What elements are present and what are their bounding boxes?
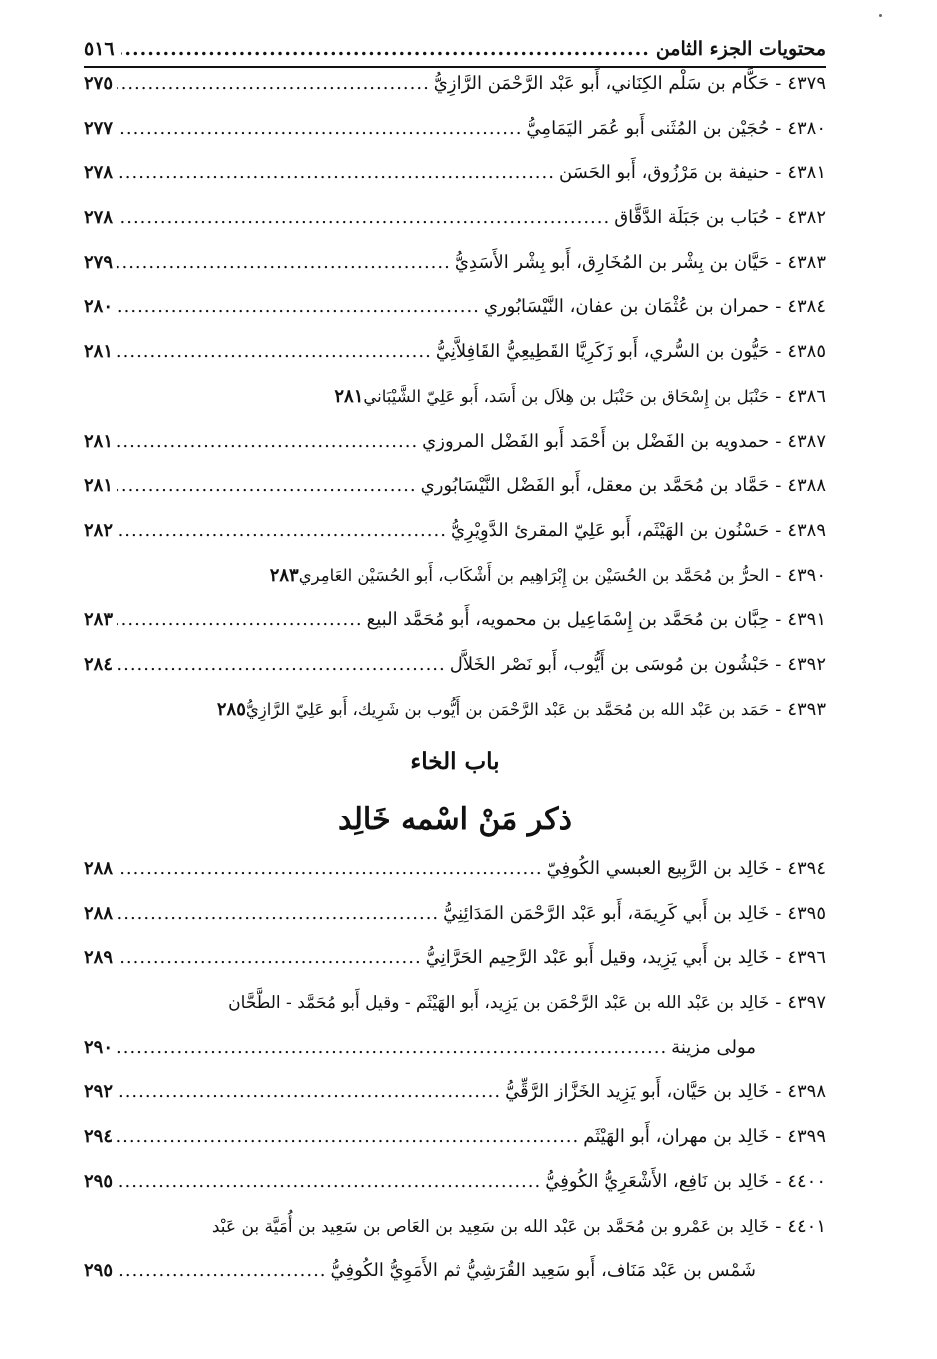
entry-dash: - [775, 162, 782, 184]
entry-title: خَالِد بن حَيَّان، أَبو يَزِيد الخَزَّاز الرَّقِّيُّ [505, 1081, 770, 1103]
entry-dash: - [775, 430, 782, 452]
entry-page-number: ٢٨٣ [269, 564, 299, 586]
entry-number: ٤٣٨٣ [787, 251, 826, 273]
toc-entry-line [84, 1216, 826, 1261]
entry-page-number: ٢٩٥ [84, 1170, 114, 1192]
entry-dash: - [775, 117, 782, 139]
entry-number: ٤٣٨٢ [787, 207, 826, 229]
entry-page-number: ٢٨٤ [84, 653, 114, 675]
entry-number: ٤٣٩١ [787, 609, 826, 631]
entry-page-number: ٢٨٨ [84, 902, 114, 924]
entry-number: ٤٣٩٢ [787, 653, 826, 675]
dot-leader [117, 1126, 579, 1147]
entry-number: ٤٤٠١ [787, 1215, 826, 1237]
entry-title: حَمَّاد بن مُحَمَّد بن معقل، أَبو الفَضْل النَّيْسَابُوري [420, 475, 770, 497]
entry-number: ٤٤٠٠ [787, 1170, 826, 1192]
toc-entry-line [84, 1260, 826, 1305]
entry-page-number: ٢٩٤ [84, 1126, 114, 1148]
entry-number: ٤٣٨٩ [787, 519, 826, 541]
toc-entry [84, 118, 826, 163]
toc-entry [84, 699, 826, 744]
entry-page-number: ٢٨٣ [84, 609, 114, 631]
entry-number: ٤٣٩٩ [787, 1126, 826, 1148]
entry-number: ٤٣٩٧ [787, 992, 826, 1014]
entry-title: الحرُّ بن مُحَمَّد بن الحُسَيْن بن إِبْرَاهِيم بن أَشْكَاب، أَبو الحُسَيْن العَامِري [298, 565, 770, 585]
entry-page-number: ٢٨٥ [216, 698, 246, 720]
entry-title: حنيفة بن مَرْزُوق، أَبو الحَسَن [558, 162, 770, 184]
dot-leader [117, 654, 446, 675]
entry-page-number: ٢٨٠ [84, 296, 114, 318]
toc-entry [84, 654, 826, 699]
dot-leader [117, 1171, 541, 1192]
header-title: محتويات الجزء الثامن [655, 38, 826, 60]
header-page-number: ٥١٦ [84, 38, 115, 60]
toc-entry [84, 207, 826, 252]
entry-number: ٤٣٨٤ [787, 296, 826, 318]
entry-dash: - [775, 1126, 782, 1148]
entry-title: حَبْشُون بن مُوسَى بن أَيُّوب، أَبو نَصْر الخَلاَّل [449, 653, 770, 675]
entry-number: ٤٣٨٠ [787, 117, 826, 139]
toc-entry [84, 1126, 826, 1171]
entry-title-continued: مولى مزينة [671, 1036, 756, 1058]
dot-leader [117, 903, 439, 924]
entry-dash: - [775, 1215, 782, 1237]
entry-dash: - [775, 475, 782, 497]
entry-page-number: ٢٨٨ [84, 858, 114, 879]
entry-title: خَالِد بن عَبْد الله بن عَبْد الرَّحْمَن بن يَزِيد، أَبو الهَيْثَم - وقيل أَبو مُحَمَّد - الطَّحَّان [228, 993, 770, 1014]
header-dot-leader [121, 38, 650, 60]
entry-dash: - [775, 207, 782, 229]
toc-entry [84, 1216, 826, 1305]
entry-page-number: ٢٩٢ [84, 1081, 114, 1103]
toc-entry [84, 1171, 826, 1216]
entry-page-number: ٢٩٠ [84, 1036, 114, 1058]
entry-number: ٤٣٨١ [787, 162, 826, 184]
entry-dash: - [775, 1081, 782, 1103]
entry-dash: - [775, 564, 782, 586]
entry-title: حَسْنُون بن الهَيْثَم، أَبو عَلِيّ المقرئ الدَّوِيْرِيُّ [450, 519, 770, 541]
dot-leader [117, 520, 447, 541]
entry-title: خَالِد بن الرَّبِيع العبسي الكُوفِيّ [546, 858, 770, 879]
entry-dash: - [775, 609, 782, 631]
toc-entry [84, 296, 826, 341]
toc-entry [84, 903, 826, 948]
section-heading: ذكر مَنْ اسْمه خَالِد [338, 802, 572, 837]
entry-page-number: ٢٧٨ [84, 207, 114, 229]
toc-entry [84, 73, 826, 118]
corner-mark [879, 14, 882, 17]
dot-leader [117, 1037, 667, 1058]
entry-title: حمران بن عُثْمَان بن عفان، النَّيْسَابُوري [483, 296, 770, 318]
entry-page-number: ٢٧٧ [84, 117, 114, 139]
page-header [84, 32, 826, 68]
entry-dash: - [775, 385, 782, 407]
dot-leader [117, 1260, 327, 1281]
entry-dash: - [775, 992, 782, 1014]
toc-list-bottom [84, 858, 826, 1305]
toc-entry [84, 947, 826, 992]
toc-entry [84, 162, 826, 207]
entry-page-number: ٢٨١ [334, 385, 364, 407]
toc-entry [84, 252, 826, 297]
entry-dash: - [775, 698, 782, 720]
entry-number: ٤٣٩٣ [787, 698, 826, 720]
entry-title: حَيَّان بن بِشْر بن المُخَارِق، أَبو بِشْر الأَسَدِيُّ [454, 251, 770, 273]
entry-page-number: ٢٨١ [84, 475, 114, 497]
dot-leader [117, 73, 430, 94]
entry-number: ٤٣٩٤ [787, 858, 826, 879]
entry-title: حُبَاب بن جَبَلَة الدَّقَّاق [614, 207, 770, 229]
entry-page-number: ٢٧٩ [84, 251, 114, 273]
chapter-heading: باب الخاء [410, 748, 500, 775]
entry-title: حَيُّون بن السُّري، أَبو زَكَرِيَّا القَطِيعِيُّ القَافِلاَّنِيُّ [435, 341, 770, 363]
entry-dash: - [775, 251, 782, 273]
entry-number: ٤٣٩٦ [787, 947, 826, 969]
entry-page-number: ٢٧٨ [84, 162, 114, 184]
entry-page-number: ٢٨٢ [84, 519, 114, 541]
entry-number: ٤٣٩٠ [787, 564, 826, 586]
toc-entry [84, 341, 826, 386]
toc-entry [84, 475, 826, 520]
dot-leader [117, 475, 417, 496]
dot-leader [117, 431, 418, 452]
dot-leader [117, 858, 543, 879]
toc-list-top [84, 73, 826, 743]
entry-number: ٤٣٨٧ [787, 430, 826, 452]
dot-leader [117, 162, 555, 183]
entry-dash: - [775, 947, 782, 969]
entry-number: ٤٣٧٩ [787, 73, 826, 94]
toc-entry [84, 609, 826, 654]
entry-title: خَالِد بن نَافِع، الأَشْعَرِيُّ الكُوفِيُّ [545, 1170, 770, 1192]
toc-entry [84, 431, 826, 476]
entry-page-number: ٢٩٥ [84, 1260, 114, 1282]
dot-leader [117, 1081, 501, 1102]
entry-title: خَالِد بن أَبي كَرِيمَة، أَبو عَبْد الرَّحْمَن المَدَائِنِيُّ [443, 902, 770, 924]
entry-title: خَالِد بن عَمْرو بن مُحَمَّد بن عَبْد الله بن سَعِيد بن العَاص بن سَعِيد بن أُمَيَّة بن عَبْد [211, 1216, 770, 1237]
dot-leader [117, 118, 522, 139]
entry-number: ٤٣٨٦ [787, 385, 826, 407]
toc-entry [84, 520, 826, 565]
entry-title: حَمَد بن عَبْد الله بن مُحَمَّد بن عَبْد الرَّحْمَن بن أَيُّوب بن شَرِيك، أَبو عَلِيّ الرَّازِيُّ [245, 699, 770, 719]
dot-leader [117, 252, 451, 273]
entry-number: ٤٣٨٥ [787, 341, 826, 363]
entry-title: خَالِد بن مهران، أَبو الهَيْثَم [583, 1126, 770, 1148]
entry-title: حمدويه بن الفَضْل بن أَحْمَد أَبو الفَضْل المروزي [422, 430, 770, 452]
entry-dash: - [775, 1170, 782, 1192]
entry-title: حُجَيْن بن المُثَنى أَبو عُمَر اليَمَامِيُّ [526, 117, 770, 139]
entry-title-continued: شَمْس بن عَبْد مَنَاف، أَبو سَعِيد القُرَشِيُّ ثم الأَمَوِيُّ الكُوفِيُّ [330, 1260, 756, 1282]
toc-entry [84, 565, 826, 610]
entry-number: ٤٣٩٥ [787, 902, 826, 924]
toc-entry [84, 386, 826, 431]
entry-dash: - [775, 858, 782, 879]
entry-title: حِبَّان بن مُحَمَّد بن إِسْمَاعِيل بن محمويه، أَبو مُحَمَّد البيع [366, 609, 770, 631]
dot-leader [117, 609, 363, 630]
entry-page-number: ٢٧٥ [84, 73, 114, 94]
entry-page-number: ٢٨١ [84, 430, 114, 452]
entry-dash: - [775, 296, 782, 318]
toc-entry-line [84, 992, 826, 1037]
entry-dash: - [775, 902, 782, 924]
entry-dash: - [775, 519, 782, 541]
entry-dash: - [775, 73, 782, 94]
toc-entry [84, 992, 826, 1081]
toc-entry [84, 858, 826, 903]
entry-page-number: ٢٨١ [84, 341, 114, 363]
entry-title: خَالِد بن أَبي يَزِيد، وقيل أَبو عَبْد الرَّحِيم الحَرَّانِيُّ [425, 947, 770, 969]
entry-title: حَنْبَل بن إِسْحَاق بن حَنْبَل بن هِلاَل بن أَسَد، أَبو عَلِيّ الشَّيْبَاني [363, 386, 770, 406]
entry-title: حَكَّام بن سَلْم الكِنَاني، أَبو عَبْد الرَّحْمَن الرَّازِيُّ [433, 73, 770, 94]
dot-leader [117, 296, 480, 317]
entry-dash: - [775, 653, 782, 675]
toc-entry-line [84, 1037, 826, 1082]
toc-entry [84, 1081, 826, 1126]
dot-leader [117, 207, 610, 228]
entry-dash: - [775, 341, 782, 363]
dot-leader [117, 947, 422, 968]
entry-number: ٤٣٩٨ [787, 1081, 826, 1103]
entry-number: ٤٣٨٨ [787, 475, 826, 497]
entry-page-number: ٢٨٩ [84, 947, 114, 969]
dot-leader [117, 341, 432, 362]
